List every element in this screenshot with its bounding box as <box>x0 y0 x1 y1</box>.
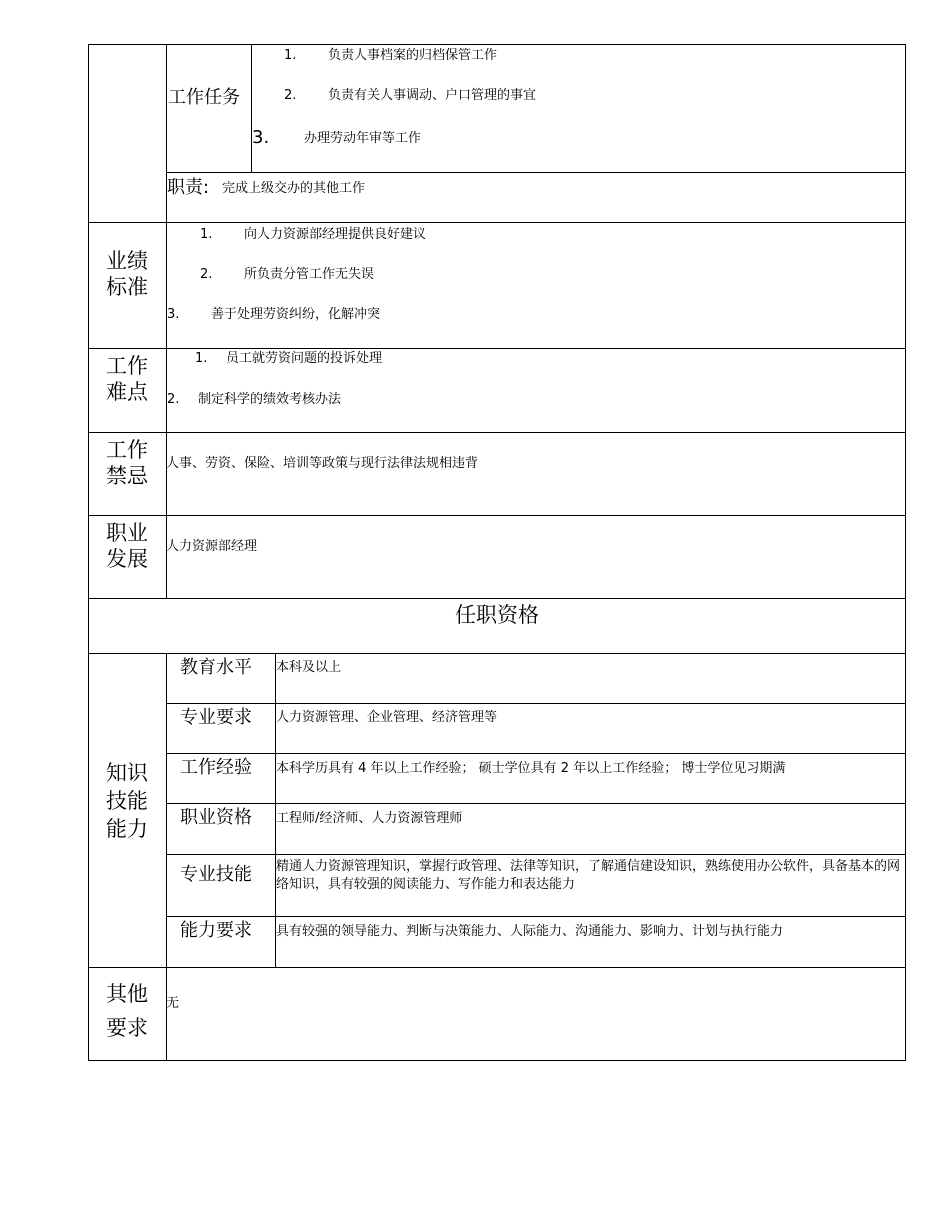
career-label: 职业 发展 <box>106 521 148 571</box>
performance-number: 3. <box>167 307 180 322</box>
task-number: 2. <box>284 88 297 103</box>
performance-label: 业绩 标准 <box>106 249 148 299</box>
difficulty-label: 工作 难点 <box>106 354 148 404</box>
certification-label: 职业资格 <box>180 807 252 828</box>
ability-label: 能力要求 <box>180 920 252 941</box>
row-divider <box>88 222 906 223</box>
row-divider <box>88 432 906 433</box>
task-label: 工作任务 <box>168 87 240 108</box>
career-text: 人力资源部经理 <box>166 539 258 554</box>
row-divider <box>88 967 906 968</box>
other-label: 其他 要求 <box>106 982 148 1040</box>
performance-text: 所负责分管工作无失误 <box>244 267 375 282</box>
row-divider <box>88 598 906 599</box>
skills-label: 专业技能 <box>180 864 252 885</box>
responsibility-label: 职责: <box>167 177 210 198</box>
row-divider <box>166 916 906 917</box>
row-divider <box>88 653 906 654</box>
row-divider <box>166 172 906 173</box>
task-text: 负责人事档案的归档保管工作 <box>328 48 498 63</box>
major-label: 专业要求 <box>180 707 252 728</box>
difficulty-text: 员工就劳资问题的投诉处理 <box>226 351 383 366</box>
taboo-text: 人事、劳资、保险、培训等政策与现行法律法规相违背 <box>166 456 479 471</box>
task-text: 办理劳动年审等工作 <box>304 131 422 146</box>
column-divider <box>275 653 276 967</box>
performance-number: 1. <box>200 227 213 242</box>
qualification-title: 任职资格 <box>455 603 539 627</box>
responsibility-text: 完成上级交办的其他工作 <box>222 181 366 196</box>
row-divider <box>166 854 906 855</box>
skills-text: 精通人力资源管理知识，掌握行政管理、法律等知识，了解通信建设知识，熟练使用办公软件，具备基本的网络知识，具有较强的阅读能力、写作能力和表达能力 <box>276 859 901 892</box>
experience-text: 本科学历具有 4 年以上工作经验； 硕士学位具有 2 年以上工作经验； 博士学位见习期满 <box>276 761 786 776</box>
performance-text: 善于处理劳资纠纷，化解冲突 <box>211 307 381 322</box>
performance-number: 2. <box>200 267 213 282</box>
difficulty-text: 制定科学的绩效考核办法 <box>198 392 342 407</box>
performance-text: 向人力资源部经理提供良好建议 <box>244 227 427 242</box>
row-divider <box>166 753 906 754</box>
row-divider <box>88 348 906 349</box>
column-divider <box>251 44 252 172</box>
row-divider <box>166 803 906 804</box>
ability-text: 具有较强的领导能力、判断与决策能力、人际能力、沟通能力、影响力、计划与执行能力 <box>276 924 784 939</box>
difficulty-number: 2. <box>167 392 180 407</box>
row-divider <box>166 703 906 704</box>
row-divider <box>88 515 906 516</box>
task-number: 1. <box>284 48 297 63</box>
certification-text: 工程师/经济师、人力资源管理师 <box>276 811 463 826</box>
other-text: 无 <box>166 996 180 1011</box>
task-text: 负责有关人事调动、户口管理的事宜 <box>328 88 537 103</box>
difficulty-number: 1. <box>195 351 208 366</box>
taboo-label: 工作 禁忌 <box>106 438 148 488</box>
major-text: 人力资源管理、企业管理、经济管理等 <box>276 710 498 725</box>
education-label: 教育水平 <box>180 657 252 678</box>
task-number: 3. <box>252 127 270 148</box>
education-text: 本科及以上 <box>276 660 342 675</box>
knowledge-label: 知识 技能 能力 <box>106 761 148 841</box>
experience-label: 工作经验 <box>180 757 252 778</box>
